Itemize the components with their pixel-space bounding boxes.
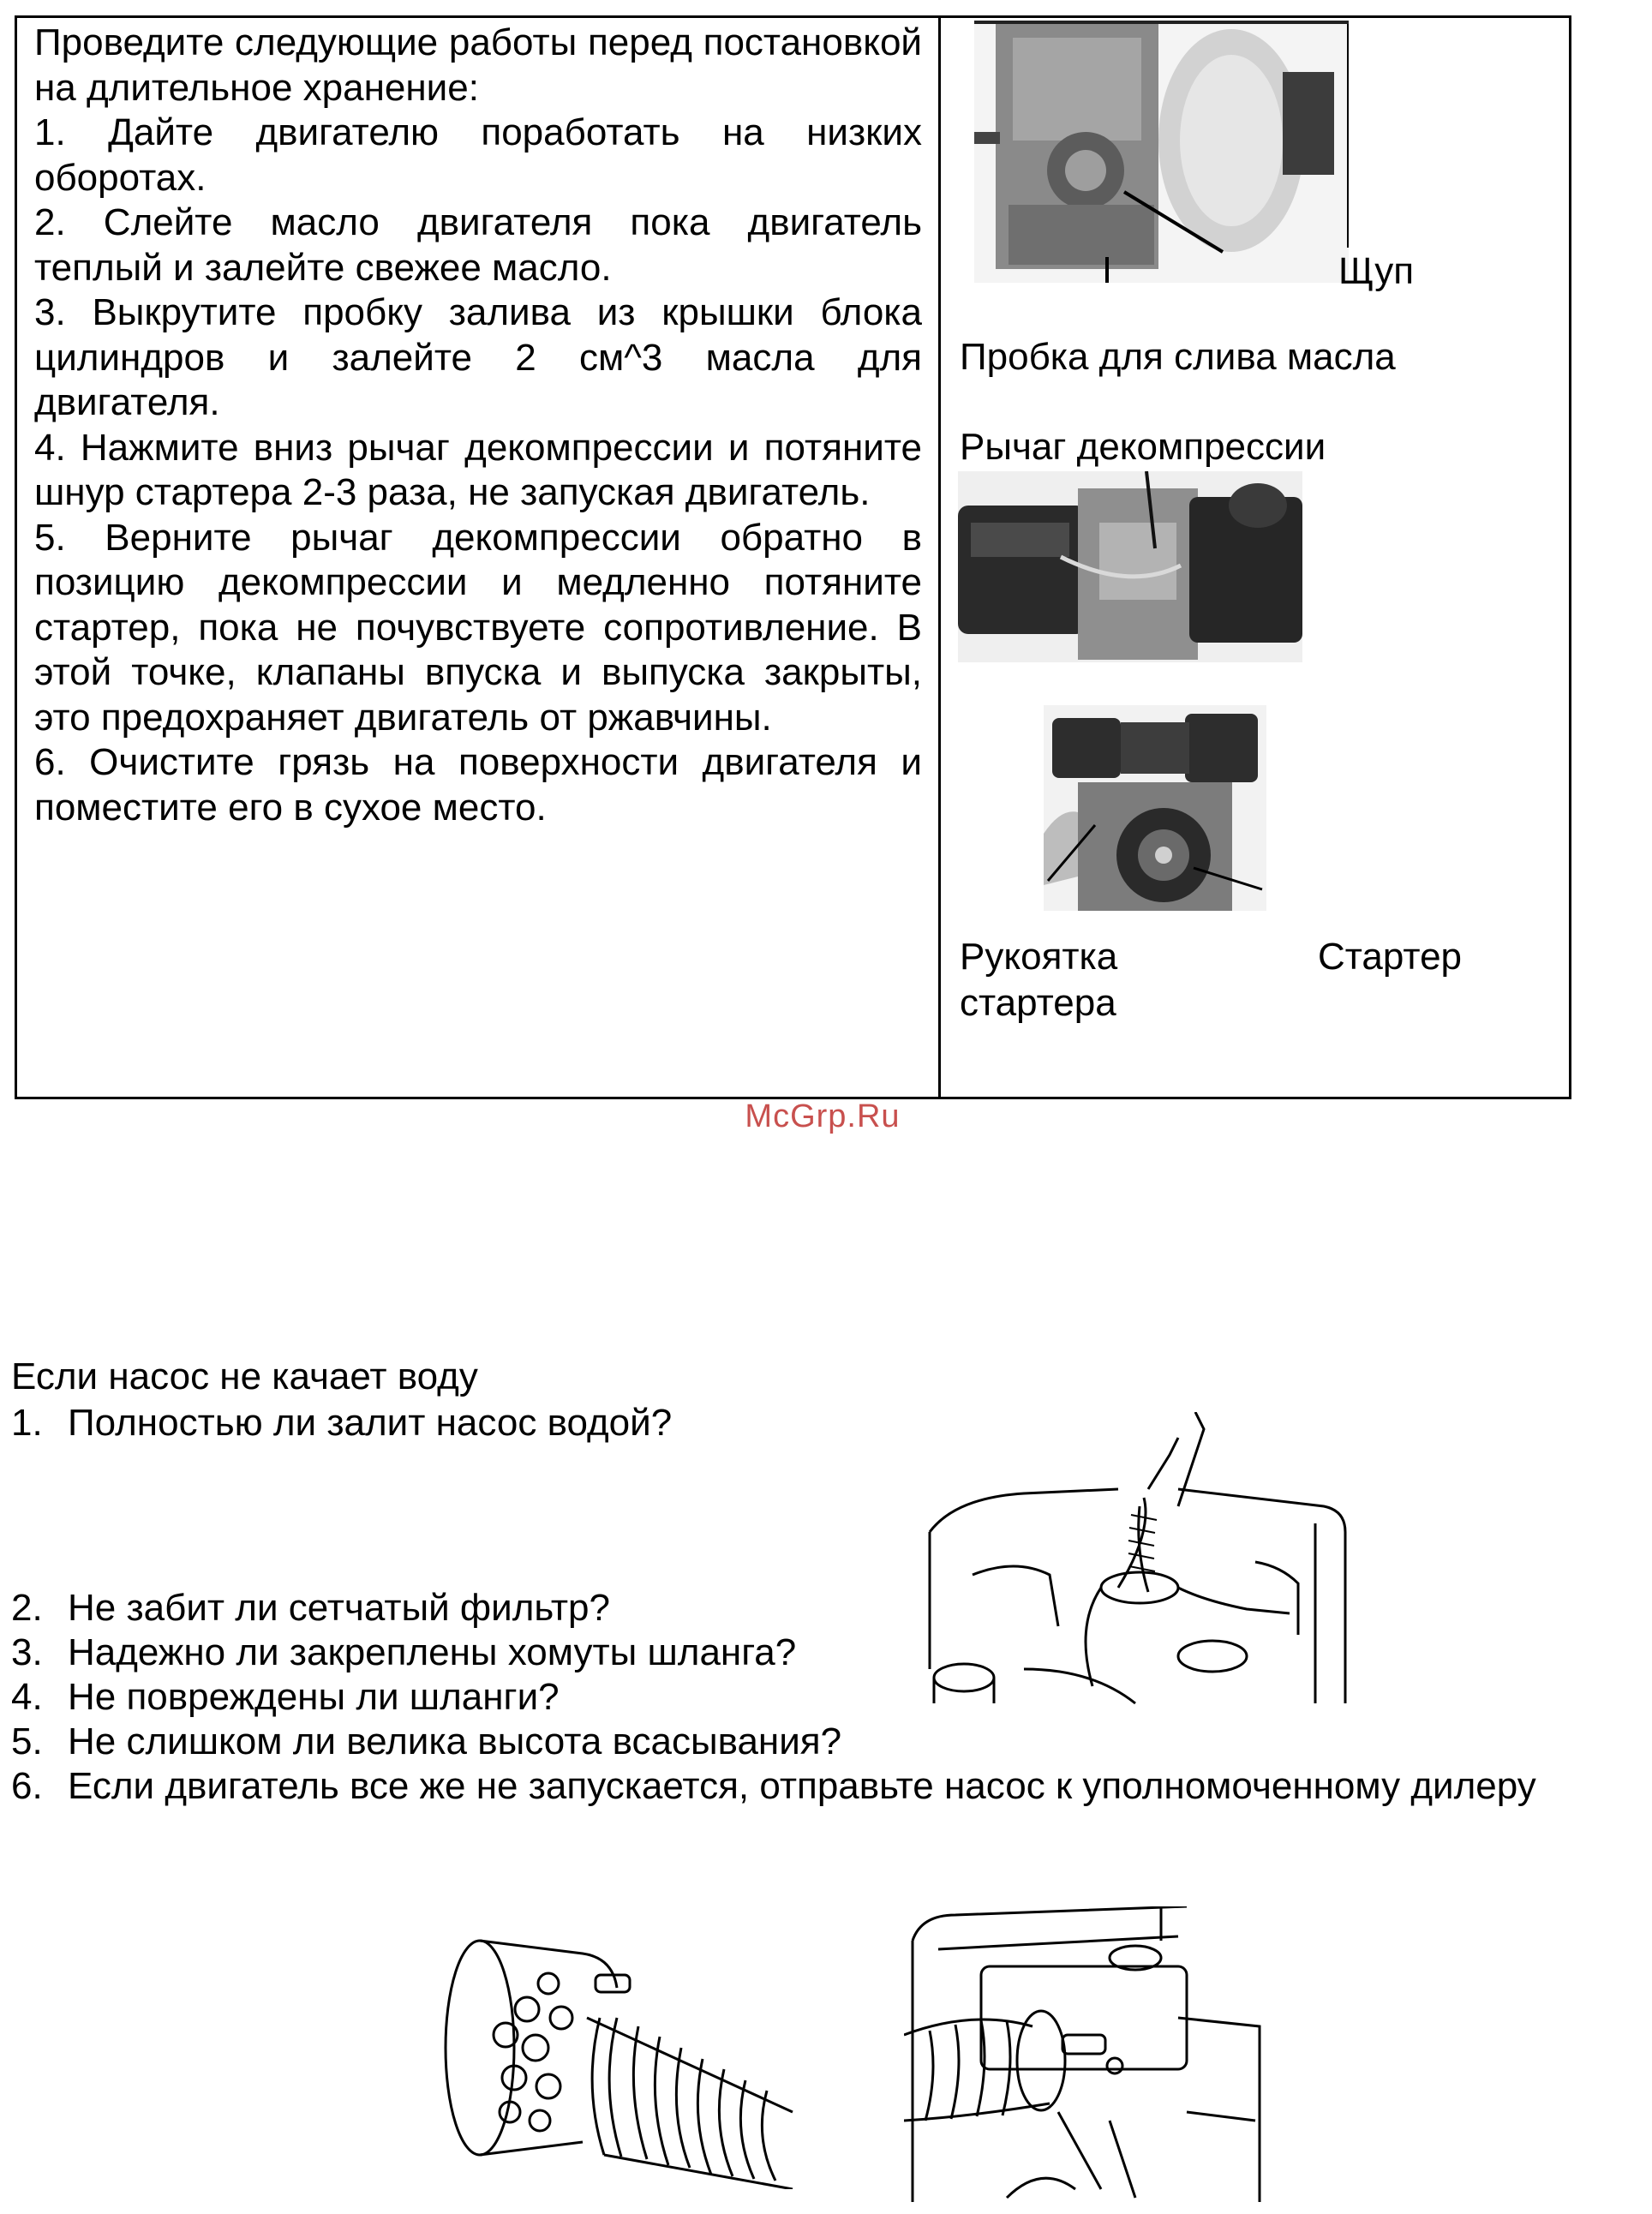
starter-label: Стартер xyxy=(1318,936,1463,978)
dipstick-label: Щуп xyxy=(1338,250,1415,292)
storage-step-2: 2. Слейте масло двигателя пока двигатель теплый и залейте свежее масло. xyxy=(34,201,922,289)
troubleshooting-title: Если насос не качает воду xyxy=(11,1355,478,1397)
table-divider xyxy=(938,15,941,1099)
starter-photo xyxy=(1044,705,1266,911)
starter-handle-label-line2: стартера xyxy=(960,982,1116,1024)
trouble-item-4 xyxy=(11,1675,560,1720)
trouble-item-text: Полностью ли залит насос водой? xyxy=(68,1402,673,1444)
storage-intro: Проведите следующие работы перед постановкой на длительное хранение: xyxy=(34,21,922,109)
strainer-filter-illustration xyxy=(433,1906,801,2189)
storage-step-5: 5. Верните рычаг декомпрессии обратно в позицию декомпрессии и медленно потяните стартер, пока не почувствуете сопротивление. В этой точке, клапаны впуска и выпуска закрыты, это предохраняет двигатель от ржавчины. xyxy=(34,516,922,739)
trouble-item-number: 6. xyxy=(11,1765,43,1807)
hose-clamp-illustration xyxy=(904,1906,1264,2202)
trouble-item-number: 4. xyxy=(11,1676,43,1718)
trouble-item-number: 2. xyxy=(11,1587,43,1629)
storage-instructions xyxy=(34,21,922,830)
trouble-item-number: 1. xyxy=(11,1402,43,1444)
storage-step-1: 1. Дайте двигателю поработать на низких оборотах. xyxy=(34,111,922,199)
pump-filling-illustration xyxy=(921,1412,1350,1708)
storage-step-6: 6. Очистите грязь на поверхности двигателя и поместите его в сухое место. xyxy=(34,741,922,829)
trouble-item-2 xyxy=(11,1586,610,1631)
drain-plug-pointer xyxy=(1105,257,1109,283)
trouble-item-number: 5. xyxy=(11,1720,43,1762)
storage-step-4: 4. Нажмите вниз рычаг декомпрессии и потяните шнур стартера 2-3 раза, не запуская двигатель. xyxy=(34,426,922,513)
trouble-item-text: Надежно ли закреплены хомуты шланга? xyxy=(68,1631,797,1673)
decompression-lever-photo xyxy=(958,471,1302,662)
trouble-item-text: Не повреждены ли шланги? xyxy=(68,1676,560,1718)
trouble-item-text: Не забит ли сетчатый фильтр? xyxy=(68,1587,610,1629)
trouble-item-5 xyxy=(11,1720,841,1764)
drain-plug-label: Пробка для слива масла xyxy=(960,336,1396,378)
trouble-item-text: Не слишком ли велика высота всасывания? xyxy=(68,1720,842,1762)
watermark: McGrp.Ru xyxy=(745,1098,901,1134)
engine-dipstick-photo xyxy=(974,21,1349,283)
trouble-item-3 xyxy=(11,1631,796,1675)
trouble-item-6 xyxy=(11,1764,1536,1809)
trouble-item-1 xyxy=(11,1401,672,1445)
storage-step-3: 3. Выкрутите пробку залива из крышки блока цилиндров и залейте 2 см^3 масла для двигателя. xyxy=(34,291,922,423)
decompression-lever-label: Рычаг декомпрессии xyxy=(960,426,1326,468)
trouble-item-text: Если двигатель все же не запускается, отправьте насос к уполномоченному дилеру xyxy=(68,1765,1536,1807)
trouble-item-number: 3. xyxy=(11,1631,43,1673)
starter-handle-label-line1: Рукоятка xyxy=(960,936,1118,978)
